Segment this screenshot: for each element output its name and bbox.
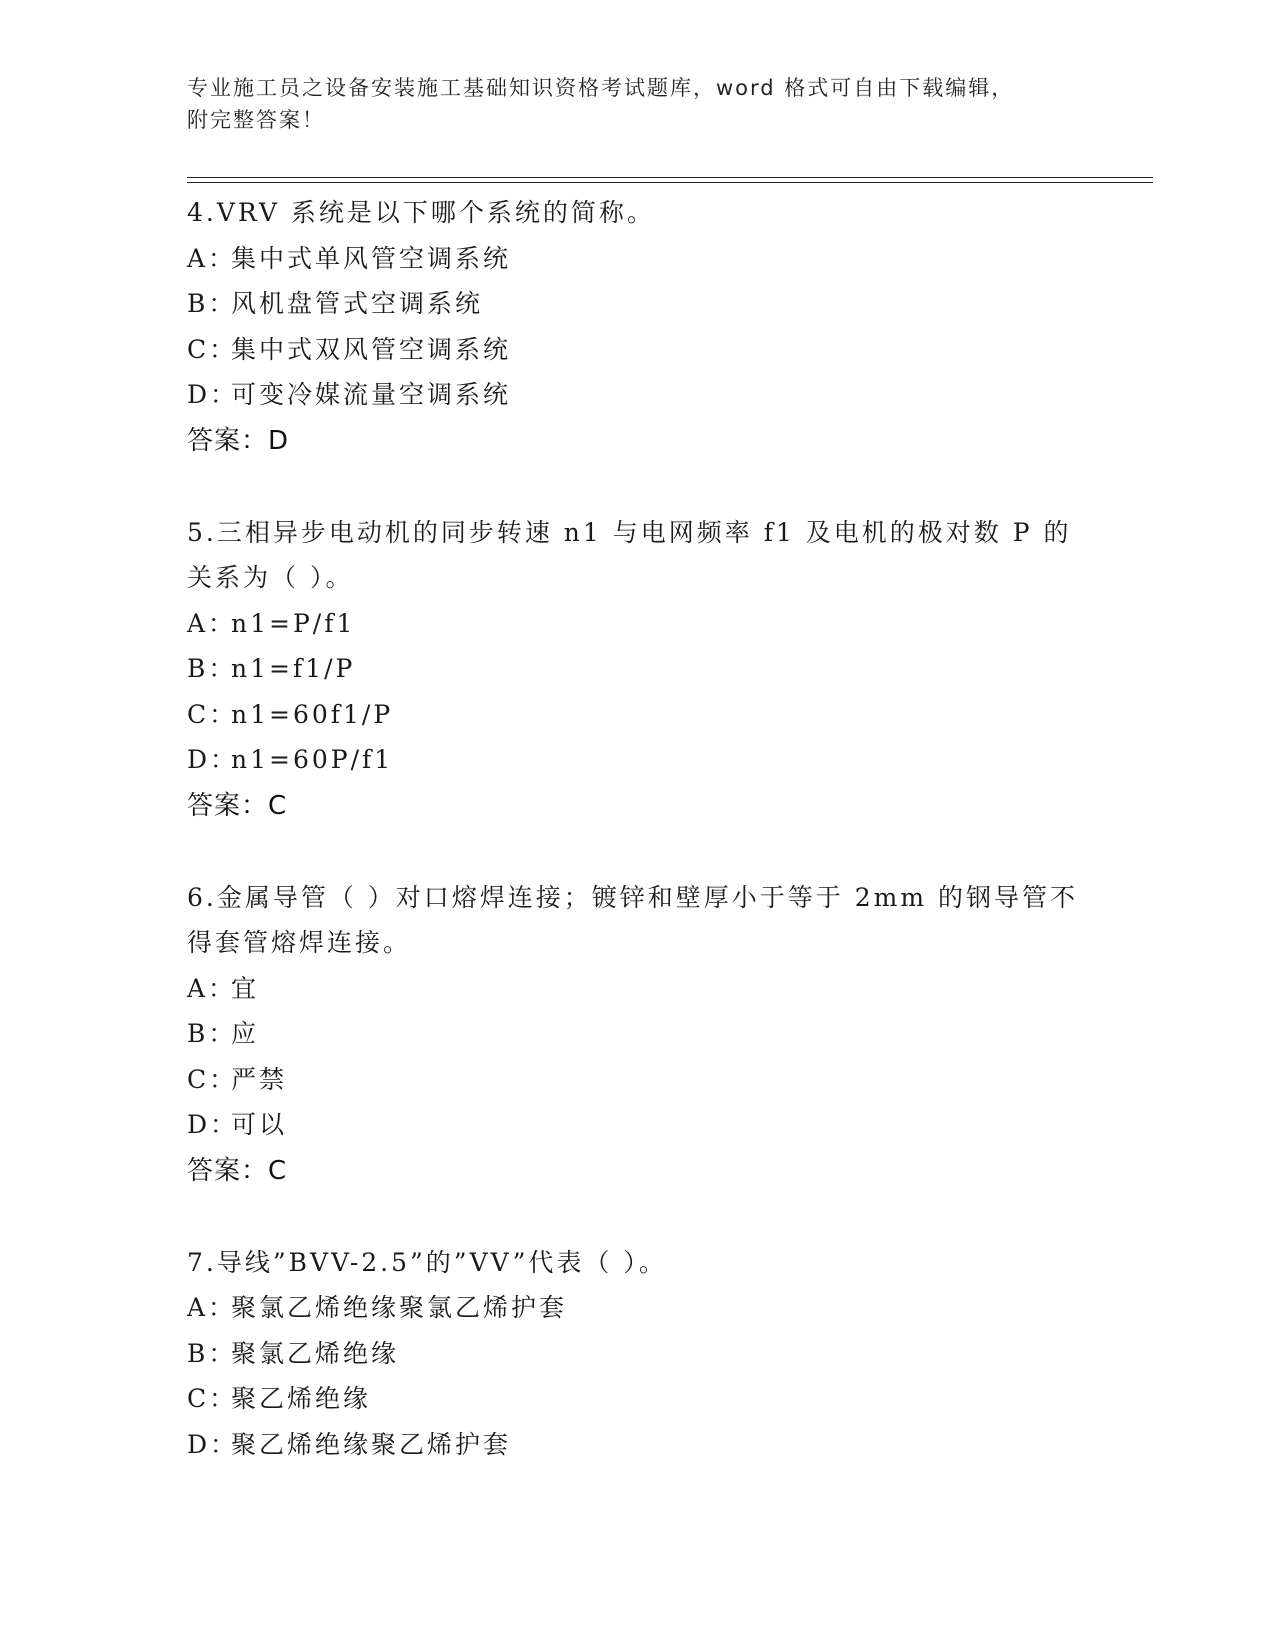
header-line-1: 专业施工员之设备安装施工基础知识资格考试题库，word 格式可自由下载编辑， bbox=[187, 76, 1015, 100]
answer-line: 答案：C bbox=[187, 1155, 288, 1186]
option-text: 集中式单风管空调系统 bbox=[231, 243, 512, 273]
question-block bbox=[187, 510, 1087, 829]
option-text: n1=60f1/P bbox=[231, 699, 394, 729]
header-line-2: 附完整答案！ bbox=[187, 108, 325, 132]
option-text: 聚氯乙烯绝缘 bbox=[231, 1338, 400, 1368]
option-row bbox=[187, 327, 1087, 373]
question-block bbox=[187, 190, 1087, 464]
header-divider-top bbox=[187, 177, 1153, 178]
option-row bbox=[187, 236, 1087, 282]
option-text: n1=f1/P bbox=[231, 654, 356, 683]
option-text: 可变冷媒流量空调系统 bbox=[231, 380, 512, 409]
question-stem: 得套管熔焊连接。 bbox=[187, 928, 412, 957]
option-row bbox=[187, 601, 1087, 647]
option-letter: D： bbox=[187, 380, 239, 409]
option-letter: C： bbox=[187, 1384, 238, 1413]
option-text: 集中式双风管空调系统 bbox=[231, 334, 512, 364]
option-text: 严禁 bbox=[231, 1064, 288, 1094]
option-letter: B： bbox=[187, 654, 237, 683]
option-text: n1=P/f1 bbox=[231, 608, 356, 638]
option-letter: B： bbox=[187, 289, 237, 318]
option-row bbox=[187, 1102, 1087, 1148]
option-text: 聚乙烯绝缘 bbox=[231, 1384, 372, 1413]
question-stem: 7.导线”BVV-2.5”的”VV”代表（ ）。 bbox=[187, 1247, 667, 1277]
answer-line: 答案：C bbox=[187, 790, 288, 821]
option-text: n1=60P/f1 bbox=[231, 745, 394, 774]
question-block bbox=[187, 1240, 1087, 1468]
question-stem: 4.VRV 系统是以下哪个系统的简称。 bbox=[187, 198, 655, 227]
option-row bbox=[187, 372, 1087, 418]
option-text: 聚乙烯绝缘聚乙烯护套 bbox=[231, 1429, 512, 1459]
option-row bbox=[187, 1422, 1087, 1468]
option-letter: A： bbox=[187, 973, 237, 1003]
option-letter: D： bbox=[187, 745, 239, 774]
option-letter: C： bbox=[187, 699, 238, 729]
option-row bbox=[187, 1331, 1087, 1377]
question-list bbox=[187, 190, 1087, 1513]
option-text: 可以 bbox=[231, 1110, 288, 1139]
option-row bbox=[187, 737, 1087, 783]
option-row bbox=[187, 1011, 1087, 1057]
option-letter: C： bbox=[187, 334, 238, 364]
option-letter: D： bbox=[187, 1429, 239, 1459]
option-letter: A： bbox=[187, 1293, 237, 1322]
option-text: 聚氯乙烯绝缘聚氯乙烯护套 bbox=[231, 1293, 568, 1322]
option-text: 应 bbox=[231, 1019, 260, 1048]
option-row bbox=[187, 692, 1087, 738]
question-stem: 6.金属导管（ ）对口熔焊连接；镀锌和壁厚小于等于 2mm 的钢导管不 bbox=[187, 882, 1079, 912]
option-letter: C： bbox=[187, 1064, 238, 1094]
question-block bbox=[187, 875, 1087, 1194]
option-letter: B： bbox=[187, 1019, 237, 1048]
option-letter: A： bbox=[187, 243, 237, 273]
option-row bbox=[187, 1057, 1087, 1103]
option-row bbox=[187, 1376, 1087, 1422]
document-header bbox=[187, 72, 1067, 136]
option-row bbox=[187, 646, 1087, 692]
option-text: 宜 bbox=[231, 973, 260, 1003]
answer-line: 答案：D bbox=[187, 425, 290, 456]
option-text: 风机盘管式空调系统 bbox=[231, 289, 484, 318]
option-letter: B： bbox=[187, 1338, 237, 1368]
option-row bbox=[187, 281, 1087, 327]
option-letter: A： bbox=[187, 608, 237, 638]
question-stem: 关系为（ ）。 bbox=[187, 563, 354, 592]
question-stem: 5.三相异步电动机的同步转速 n1 与电网频率 f1 及电机的极对数 P 的 bbox=[187, 517, 1072, 547]
option-row bbox=[187, 966, 1087, 1012]
option-letter: D： bbox=[187, 1110, 239, 1139]
option-row bbox=[187, 1285, 1087, 1331]
header-divider-bottom bbox=[187, 182, 1153, 183]
